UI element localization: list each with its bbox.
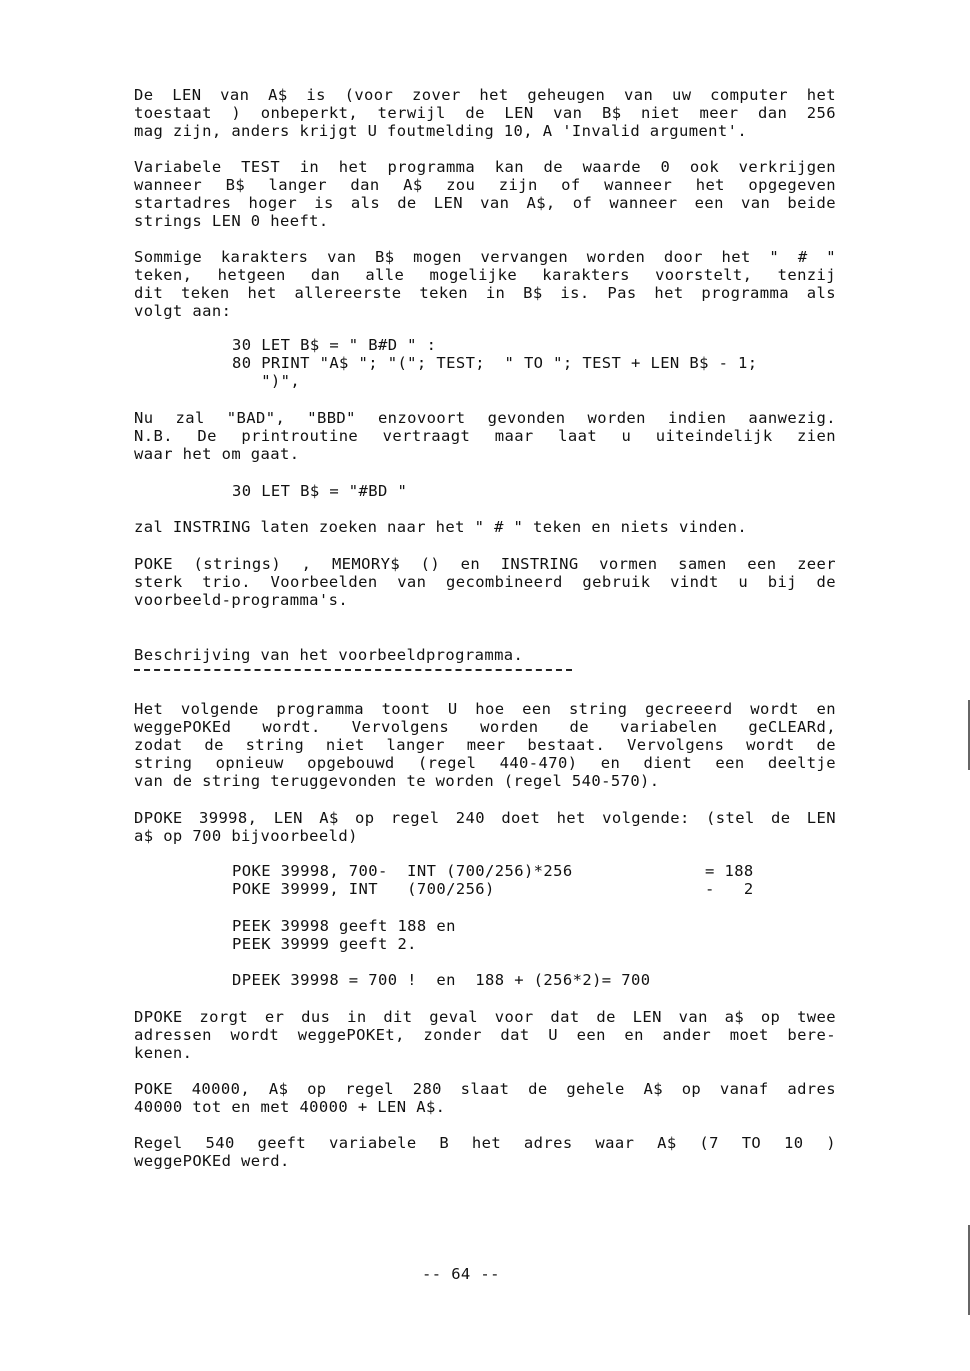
calc-row1-expression: POKE 39998, 700- INT (700/256)*256 — [232, 862, 573, 880]
para10-line1: POKE 40000, A$ op regel 280 slaat de gehele A$ op vanaf adres — [134, 1080, 836, 1098]
page-number: -- 64 -- — [422, 1265, 500, 1283]
calc-row1-result: = 188 — [705, 862, 754, 880]
para3-line4: volgt aan: — [134, 302, 232, 320]
para9-line2: adressen wordt weggePOKEt, zonder dat U een en ander moet bere- — [134, 1026, 836, 1044]
para3-line1: Sommige karakters van B$ mogen vervangen worden door het " # " — [134, 248, 836, 266]
para7-line5: van de string teruggevonden te worden (regel 540-570). — [134, 772, 660, 790]
para11-line1: Regel 540 geeft variabele B het adres waar A$ (7 TO 10 ) — [134, 1134, 836, 1152]
para2-line1: Variabele TEST in het programma kan de waarde 0 ook verkrijgen — [134, 158, 836, 176]
para9-line1: DPOKE zorgt er dus in dit geval voor dat de LEN van a$ op twee — [134, 1008, 836, 1026]
para3-line2: teken, hetgeen dan alle mogelijke karakters voorstelt, tenzij — [134, 266, 836, 284]
code1-line1: 30 LET B$ = " B#D " : — [232, 336, 437, 354]
para1-line3: mag zijn, anders krijgt U foutmelding 10, A 'Invalid argument'. — [134, 122, 748, 140]
para4-line1: Nu zal "BAD", "BBD" enzovoort gevonden worden indien aanwezig. — [134, 409, 836, 427]
para8-line2: a$ op 700 bijvoorbeeld) — [134, 827, 358, 845]
para9-line3: kenen. — [134, 1044, 193, 1062]
code2-line: 30 LET B$ = "#BD " — [232, 482, 408, 500]
peek-line2: PEEK 39999 geeft 2. — [232, 935, 417, 953]
para2-line3: startadres hoger is als de LEN van A$, of wanneer een van beide — [134, 194, 836, 212]
para11-line2: weggePOKEd werd. — [134, 1152, 290, 1170]
para7-line2: weggePOKEd wordt. Vervolgens worden de variabelen geCLEARd, — [134, 718, 836, 736]
para4-line3: waar het om gaat. — [134, 445, 300, 463]
code1-line2: 80 PRINT "A$ "; "("; TEST; " TO "; TEST + LEN B$ - 1; — [232, 354, 758, 372]
para5-line: zal INSTRING laten zoeken naar het " # " teken en niets vinden. — [134, 518, 748, 536]
para6-line2: sterk trio. Voorbeelden van gecombineerd gebruik vindt u bij de — [134, 573, 836, 591]
section-heading: Beschrijving van het voorbeeldprogramma. — [134, 646, 524, 664]
para2-line4: strings LEN 0 heeft. — [134, 212, 329, 230]
para3-line3: dit teken het allereerste teken in B$ is. Pas het programma als — [134, 284, 836, 302]
para2-line2: wanneer B$ langer dan A$ zou zijn of wanneer het opgegeven — [134, 176, 836, 194]
calc-row2-result: - 2 — [705, 880, 754, 898]
code1-line3: ")", — [232, 372, 301, 390]
calc-row2-expression: POKE 39999, INT (700/256) — [232, 880, 495, 898]
para4-line2: N.B. De printroutine vertraagt maar laat u uiteindelijk zien — [134, 427, 836, 445]
para7-line1: Het volgende programma toont U hoe een string gecreeerd wordt en — [134, 700, 836, 718]
para6-line1: POKE (strings) , MEMORY$ () en INSTRING vormen samen een zeer — [134, 555, 836, 573]
peek-line1: PEEK 39998 geeft 188 en — [232, 917, 456, 935]
para6-line3: voorbeeld-programma's. — [134, 591, 349, 609]
para7-line3: zodat de string niet langer meer bestaat. Vervolgens wordt de — [134, 736, 836, 754]
dpeek-line: DPEEK 39998 = 700 ! en 188 + (256*2)= 700 — [232, 971, 651, 989]
para1-line1: De LEN van A$ is (voor zover het geheugen van uw computer het — [134, 86, 836, 104]
para1-line2: toestaat ) onbeperkt, terwijl de LEN van B$ niet meer dan 256 — [134, 104, 836, 122]
heading-underline — [134, 669, 572, 671]
para7-line4: string opnieuw opgebouwd (regel 440-470) en dient een deeltje — [134, 754, 836, 772]
para10-line2: 40000 tot en met 40000 + LEN A$. — [134, 1098, 446, 1116]
para8-line1: DPOKE 39998, LEN A$ op regel 240 doet het volgende: (stel de LEN — [134, 809, 836, 827]
